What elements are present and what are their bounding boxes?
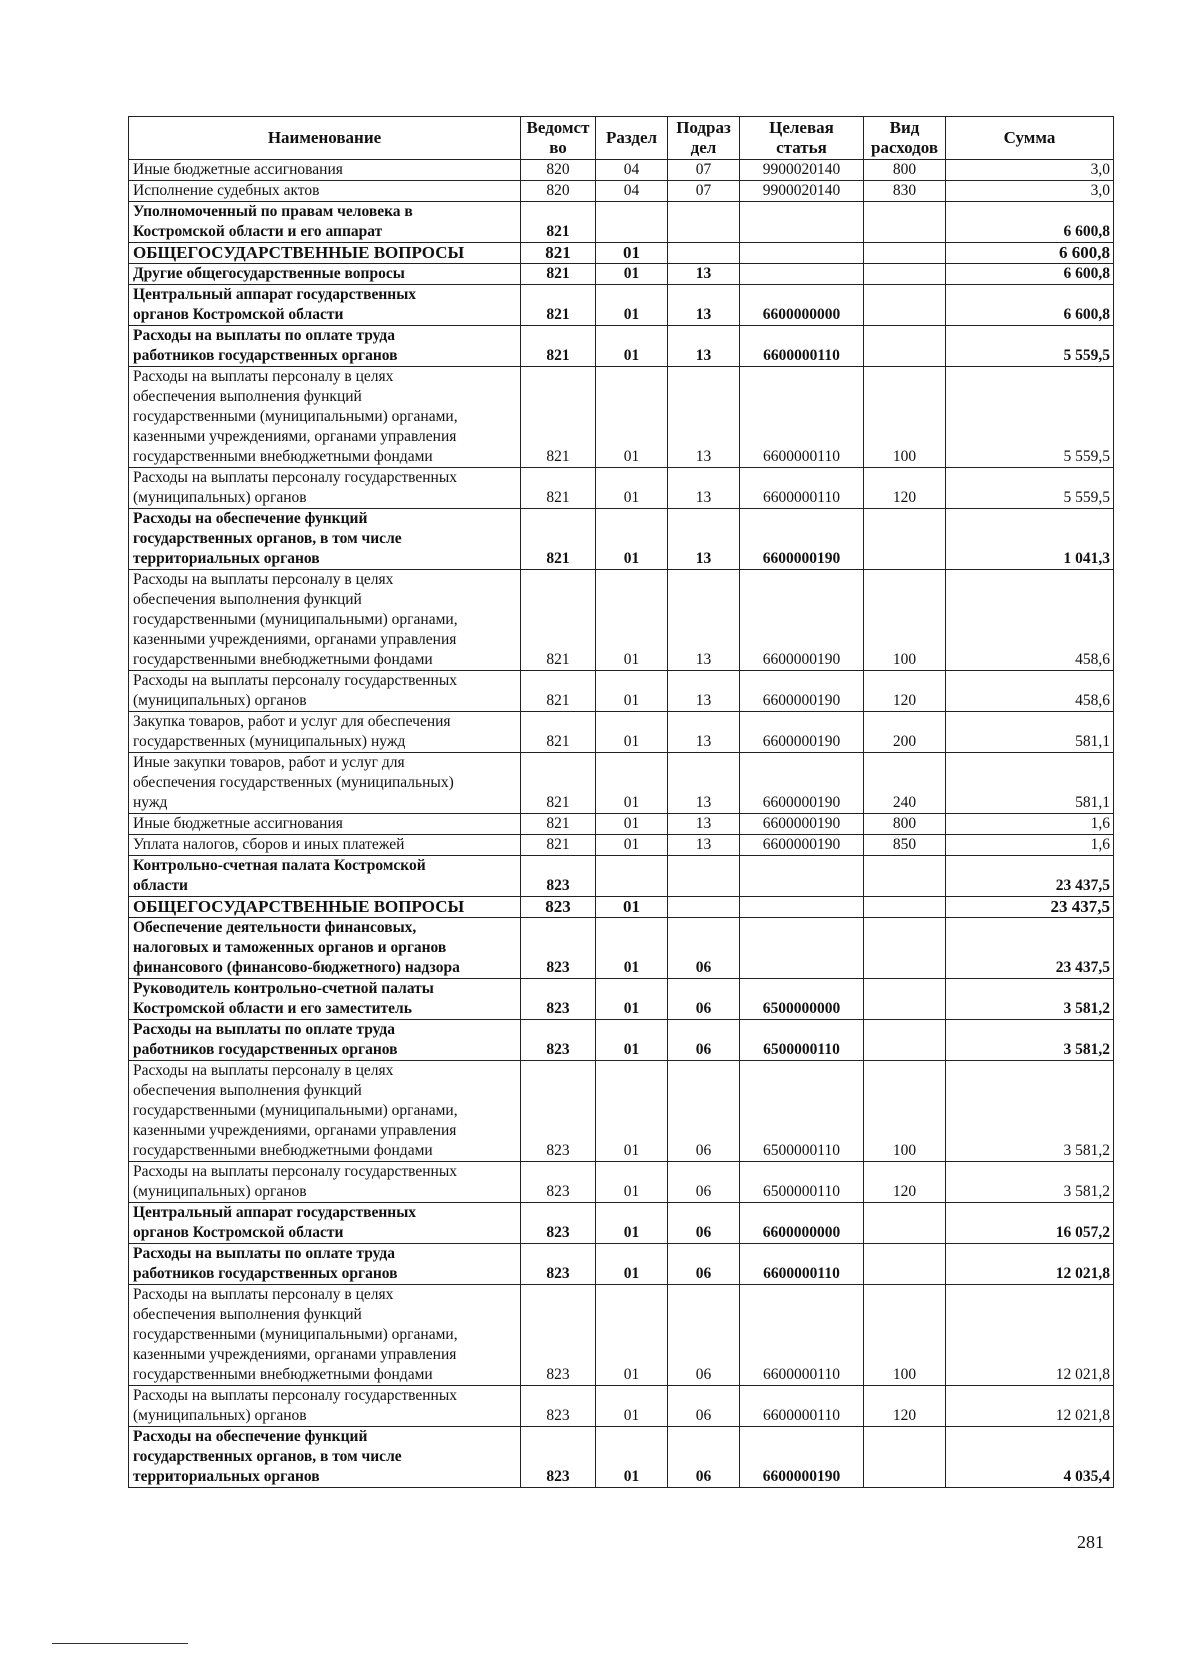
cell-sum: 3 581,2 <box>946 979 1114 1020</box>
cell-name: Закупка товаров, работ и услуг для обеспечения государственных (муниципальных) нужд <box>129 712 521 753</box>
table-row <box>129 264 1114 285</box>
cell-dept: 821 <box>521 468 596 509</box>
table-row <box>129 1427 1114 1488</box>
cell-kind <box>864 1427 946 1488</box>
cell-target: 6600000190 <box>740 509 864 570</box>
cell-kind: 120 <box>864 468 946 509</box>
cell-section: 04 <box>596 160 668 181</box>
cell-target: 6600000110 <box>740 326 864 367</box>
table-row <box>129 509 1114 570</box>
table-row <box>129 468 1114 509</box>
table-body <box>129 160 1114 1488</box>
cell-name: Расходы на выплаты персоналу государственных (муниципальных) органов <box>129 671 521 712</box>
cell-sum: 6 600,8 <box>946 243 1114 264</box>
cell-target: 6600000190 <box>740 835 864 856</box>
cell-sum: 6 600,8 <box>946 285 1114 326</box>
footnote-divider <box>52 1643 188 1644</box>
cell-subsection <box>668 202 740 243</box>
cell-name: Иные закупки товаров, работ и услуг для обеспечения государственных (муниципальных) нужд <box>129 753 521 814</box>
cell-target: 6500000110 <box>740 1020 864 1061</box>
table-row <box>129 202 1114 243</box>
cell-name: Расходы на выплаты по оплате труда работников государственных органов <box>129 326 521 367</box>
cell-target: 6600000110 <box>740 1244 864 1285</box>
cell-section: 01 <box>596 835 668 856</box>
cell-sum: 3 581,2 <box>946 1162 1114 1203</box>
header-row <box>129 117 1114 160</box>
cell-name: Расходы на выплаты персоналу в целях обеспечения выполнения функций государственными (муниципальными) органами, казенными учреждениями, органами управления государственными внебюджетными фондами <box>129 1285 521 1386</box>
cell-target: 9900020140 <box>740 181 864 202</box>
cell-subsection: 13 <box>668 753 740 814</box>
cell-dept: 823 <box>521 1203 596 1244</box>
cell-target: 6500000000 <box>740 979 864 1020</box>
cell-name: Центральный аппарат государственных органов Костромской области <box>129 285 521 326</box>
cell-dept: 823 <box>521 1427 596 1488</box>
cell-target: 6600000110 <box>740 367 864 468</box>
cell-kind: 120 <box>864 1162 946 1203</box>
cell-section <box>596 202 668 243</box>
cell-dept: 821 <box>521 285 596 326</box>
cell-sum: 5 559,5 <box>946 326 1114 367</box>
header-name: Наименование <box>129 117 521 160</box>
cell-name: ОБЩЕГОСУДАРСТВЕННЫЕ ВОПРОСЫ <box>129 897 521 918</box>
cell-subsection: 06 <box>668 979 740 1020</box>
table-row <box>129 367 1114 468</box>
table-row <box>129 814 1114 835</box>
cell-dept: 823 <box>521 1386 596 1427</box>
cell-name: Центральный аппарат государственных органов Костромской области <box>129 1203 521 1244</box>
cell-subsection: 06 <box>668 1203 740 1244</box>
cell-sum: 6 600,8 <box>946 264 1114 285</box>
cell-kind <box>864 918 946 979</box>
cell-target: 6600000190 <box>740 570 864 671</box>
cell-section: 01 <box>596 264 668 285</box>
cell-subsection <box>668 897 740 918</box>
table-row <box>129 160 1114 181</box>
cell-section: 04 <box>596 181 668 202</box>
table-row <box>129 1386 1114 1427</box>
cell-dept: 821 <box>521 326 596 367</box>
cell-kind: 240 <box>864 753 946 814</box>
cell-section: 01 <box>596 1244 668 1285</box>
cell-dept: 823 <box>521 979 596 1020</box>
cell-dept: 823 <box>521 1061 596 1162</box>
cell-target <box>740 264 864 285</box>
cell-kind <box>864 1203 946 1244</box>
cell-section: 01 <box>596 1162 668 1203</box>
cell-kind <box>864 243 946 264</box>
cell-sum: 5 559,5 <box>946 367 1114 468</box>
cell-subsection: 13 <box>668 509 740 570</box>
cell-target <box>740 856 864 897</box>
cell-kind: 100 <box>864 1285 946 1386</box>
cell-kind <box>864 264 946 285</box>
table-row <box>129 918 1114 979</box>
cell-target: 9900020140 <box>740 160 864 181</box>
cell-section: 01 <box>596 712 668 753</box>
cell-name: Иные бюджетные ассигнования <box>129 160 521 181</box>
cell-subsection: 13 <box>668 671 740 712</box>
cell-dept: 823 <box>521 856 596 897</box>
cell-sum: 3 581,2 <box>946 1020 1114 1061</box>
cell-dept: 821 <box>521 712 596 753</box>
cell-target: 6600000000 <box>740 1203 864 1244</box>
cell-section: 01 <box>596 326 668 367</box>
header-target: Целевая статья <box>740 117 864 160</box>
cell-kind <box>864 1244 946 1285</box>
table-row <box>129 1244 1114 1285</box>
cell-kind: 100 <box>864 1061 946 1162</box>
cell-sum: 581,1 <box>946 753 1114 814</box>
cell-subsection: 06 <box>668 1061 740 1162</box>
table-row <box>129 897 1114 918</box>
cell-dept: 823 <box>521 897 596 918</box>
table-row <box>129 1020 1114 1061</box>
table-row <box>129 712 1114 753</box>
table-row <box>129 856 1114 897</box>
cell-subsection: 06 <box>668 1020 740 1061</box>
cell-sum: 581,1 <box>946 712 1114 753</box>
cell-sum: 12 021,8 <box>946 1244 1114 1285</box>
cell-name: Расходы на выплаты персоналу в целях обеспечения выполнения функций государственными (муниципальными) органами, казенными учреждениями, органами управления государственными внебюджетными фондами <box>129 367 521 468</box>
cell-dept: 821 <box>521 814 596 835</box>
cell-subsection: 06 <box>668 1386 740 1427</box>
cell-sum: 12 021,8 <box>946 1285 1114 1386</box>
cell-section: 01 <box>596 367 668 468</box>
cell-section: 01 <box>596 1203 668 1244</box>
header-section: Раздел <box>596 117 668 160</box>
cell-section: 01 <box>596 814 668 835</box>
cell-sum: 3 581,2 <box>946 1061 1114 1162</box>
cell-subsection: 13 <box>668 570 740 671</box>
header-sum: Сумма <box>946 117 1114 160</box>
cell-dept: 821 <box>521 570 596 671</box>
cell-sum: 4 035,4 <box>946 1427 1114 1488</box>
cell-target <box>740 918 864 979</box>
cell-dept: 821 <box>521 835 596 856</box>
cell-name: Иные бюджетные ассигнования <box>129 814 521 835</box>
cell-name: Обеспечение деятельности финансовых, налоговых и таможенных органов и органов финансового (финансово-бюджетного) надзора <box>129 918 521 979</box>
cell-name: Расходы на обеспечение функций государственных органов, в том числе территориальных органов <box>129 509 521 570</box>
cell-target: 6500000110 <box>740 1162 864 1203</box>
cell-target <box>740 897 864 918</box>
cell-kind: 120 <box>864 1386 946 1427</box>
cell-name: Расходы на выплаты персоналу в целях обеспечения выполнения функций государственными (муниципальными) органами, казенными учреждениями, органами управления государственными внебюджетными фондами <box>129 1061 521 1162</box>
cell-subsection: 13 <box>668 835 740 856</box>
cell-kind <box>864 285 946 326</box>
cell-section: 01 <box>596 468 668 509</box>
cell-sum: 23 437,5 <box>946 856 1114 897</box>
cell-section: 01 <box>596 918 668 979</box>
cell-dept: 821 <box>521 671 596 712</box>
cell-sum: 1,6 <box>946 835 1114 856</box>
cell-name: Расходы на выплаты по оплате труда работников государственных органов <box>129 1244 521 1285</box>
cell-subsection: 13 <box>668 264 740 285</box>
cell-name: Расходы на выплаты по оплате труда работников государственных органов <box>129 1020 521 1061</box>
cell-dept: 820 <box>521 160 596 181</box>
cell-subsection: 13 <box>668 712 740 753</box>
cell-subsection: 07 <box>668 181 740 202</box>
table-row <box>129 1162 1114 1203</box>
cell-target: 6600000190 <box>740 712 864 753</box>
cell-name: Расходы на выплаты персоналу государственных (муниципальных) органов <box>129 468 521 509</box>
cell-subsection: 13 <box>668 814 740 835</box>
cell-name: Расходы на выплаты персоналу государственных (муниципальных) органов <box>129 1162 521 1203</box>
cell-target: 6600000110 <box>740 1285 864 1386</box>
cell-sum: 1,6 <box>946 814 1114 835</box>
cell-section: 01 <box>596 1427 668 1488</box>
cell-section: 01 <box>596 1061 668 1162</box>
header-dept: Ведомст во <box>521 117 596 160</box>
table-row <box>129 1285 1114 1386</box>
cell-target <box>740 243 864 264</box>
cell-dept: 823 <box>521 1244 596 1285</box>
cell-section: 01 <box>596 285 668 326</box>
cell-kind: 200 <box>864 712 946 753</box>
cell-dept: 820 <box>521 181 596 202</box>
cell-name: Исполнение судебных актов <box>129 181 521 202</box>
cell-name: Расходы на выплаты персоналу в целях обеспечения выполнения функций государственными (муниципальными) органами, казенными учреждениями, органами управления государственными внебюджетными фондами <box>129 570 521 671</box>
budget-table <box>128 116 1114 1488</box>
cell-kind: 800 <box>864 160 946 181</box>
cell-sum: 23 437,5 <box>946 918 1114 979</box>
cell-subsection: 13 <box>668 468 740 509</box>
cell-name: Расходы на выплаты персоналу государственных (муниципальных) органов <box>129 1386 521 1427</box>
cell-target: 6600000190 <box>740 814 864 835</box>
cell-name: Руководитель контрольно-счетной палаты Костромской области и его заместитель <box>129 979 521 1020</box>
cell-name: ОБЩЕГОСУДАРСТВЕННЫЕ ВОПРОСЫ <box>129 243 521 264</box>
cell-sum: 3,0 <box>946 160 1114 181</box>
page-number: 281 <box>1077 1532 1104 1552</box>
table-row <box>129 181 1114 202</box>
cell-subsection: 06 <box>668 1427 740 1488</box>
cell-subsection: 06 <box>668 1244 740 1285</box>
cell-target: 6600000110 <box>740 1386 864 1427</box>
cell-section: 01 <box>596 671 668 712</box>
cell-sum: 16 057,2 <box>946 1203 1114 1244</box>
cell-target: 6500000110 <box>740 1061 864 1162</box>
cell-section: 01 <box>596 1020 668 1061</box>
cell-kind <box>864 1020 946 1061</box>
table-row <box>129 671 1114 712</box>
cell-target: 6600000190 <box>740 753 864 814</box>
cell-kind <box>864 326 946 367</box>
cell-name: Уполномоченный по правам человека в Костромской области и его аппарат <box>129 202 521 243</box>
cell-dept: 823 <box>521 1162 596 1203</box>
table-row <box>129 326 1114 367</box>
table-row <box>129 979 1114 1020</box>
cell-sum: 12 021,8 <box>946 1386 1114 1427</box>
cell-sum: 3,0 <box>946 181 1114 202</box>
cell-target: 6600000190 <box>740 1427 864 1488</box>
cell-subsection: 06 <box>668 918 740 979</box>
cell-dept: 821 <box>521 509 596 570</box>
cell-section: 01 <box>596 897 668 918</box>
cell-subsection: 07 <box>668 160 740 181</box>
cell-sum: 23 437,5 <box>946 897 1114 918</box>
cell-sum: 5 559,5 <box>946 468 1114 509</box>
header-kind: Вид расходов <box>864 117 946 160</box>
table-row <box>129 285 1114 326</box>
cell-dept: 821 <box>521 264 596 285</box>
cell-kind: 830 <box>864 181 946 202</box>
cell-name: Другие общегосударственные вопросы <box>129 264 521 285</box>
cell-section: 01 <box>596 753 668 814</box>
cell-subsection: 06 <box>668 1285 740 1386</box>
cell-dept: 823 <box>521 918 596 979</box>
cell-subsection <box>668 856 740 897</box>
cell-kind: 100 <box>864 367 946 468</box>
cell-name: Контрольно-счетная палата Костромской области <box>129 856 521 897</box>
cell-name: Уплата налогов, сборов и иных платежей <box>129 835 521 856</box>
cell-kind <box>864 897 946 918</box>
cell-section <box>596 856 668 897</box>
cell-dept: 821 <box>521 753 596 814</box>
cell-section: 01 <box>596 979 668 1020</box>
cell-kind: 120 <box>864 671 946 712</box>
cell-dept: 823 <box>521 1020 596 1061</box>
table-row <box>129 243 1114 264</box>
cell-section: 01 <box>596 1285 668 1386</box>
cell-subsection <box>668 243 740 264</box>
cell-kind <box>864 509 946 570</box>
cell-kind: 100 <box>864 570 946 671</box>
cell-target: 6600000110 <box>740 468 864 509</box>
table-row <box>129 570 1114 671</box>
cell-dept: 821 <box>521 243 596 264</box>
cell-subsection: 13 <box>668 367 740 468</box>
cell-sum: 458,6 <box>946 671 1114 712</box>
header-subsection: Подраз дел <box>668 117 740 160</box>
table-row <box>129 753 1114 814</box>
cell-kind: 850 <box>864 835 946 856</box>
cell-kind <box>864 856 946 897</box>
cell-sum: 6 600,8 <box>946 202 1114 243</box>
cell-target <box>740 202 864 243</box>
cell-dept: 821 <box>521 367 596 468</box>
cell-subsection: 06 <box>668 1162 740 1203</box>
cell-target: 6600000190 <box>740 671 864 712</box>
cell-section: 01 <box>596 509 668 570</box>
cell-section: 01 <box>596 1386 668 1427</box>
cell-name: Расходы на обеспечение функций государственных органов, в том числе территориальных органов <box>129 1427 521 1488</box>
cell-subsection: 13 <box>668 326 740 367</box>
table-row <box>129 835 1114 856</box>
table-row <box>129 1203 1114 1244</box>
cell-kind <box>864 979 946 1020</box>
cell-sum: 458,6 <box>946 570 1114 671</box>
cell-dept: 821 <box>521 202 596 243</box>
cell-target: 6600000000 <box>740 285 864 326</box>
cell-dept: 823 <box>521 1285 596 1386</box>
table-row <box>129 1061 1114 1162</box>
cell-kind: 800 <box>864 814 946 835</box>
cell-section: 01 <box>596 570 668 671</box>
cell-section: 01 <box>596 243 668 264</box>
cell-subsection: 13 <box>668 285 740 326</box>
cell-kind <box>864 202 946 243</box>
cell-sum: 1 041,3 <box>946 509 1114 570</box>
